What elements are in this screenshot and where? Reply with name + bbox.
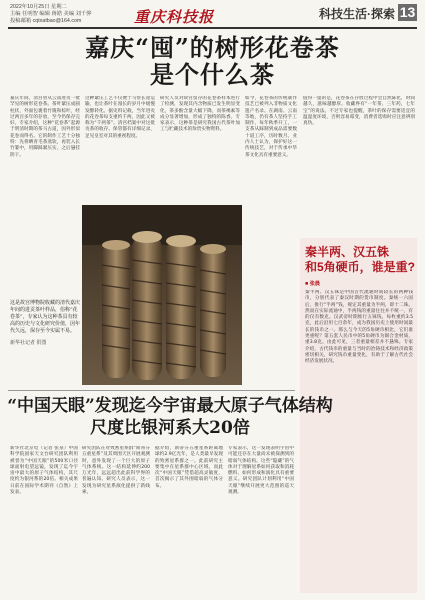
submission-email: 投稿邮箱 cqtxatbao@164.com bbox=[10, 18, 82, 24]
article1-column-3: 研究人员对故宫留存的花卷茶样本进行了检测，发现其内含物质已发生明显变化，茶多酚含量大幅下降，而茶褐素等成分显著增加，形成了独特的陈香。专家表示，这种茶是研究我国古代茶叶加工与贮藏技术的珍贵实物资料。 bbox=[160, 96, 240, 133]
article2-headline-line1: “中国天眼”发现迄今宇宙最大原子气体结构 bbox=[7, 396, 333, 416]
publication-date: 2022年10月25日 星期二 bbox=[10, 4, 67, 10]
article-divider bbox=[8, 390, 295, 391]
newspaper-logo: 重庆科技报 bbox=[134, 8, 215, 26]
article2-column-2: 研究团队在对致密星系群“斯蒂芬五重星系”及其周围天区开展观测时，意外发现了一个巨大的原子气体系统。这一结构延伸约200万光年，远远超出此前科学界的普遍认知。研究人员表示，这一发现为研究星系演化提供了新线索。 bbox=[82, 446, 150, 496]
article1-headline-line2: 是个什么茶 bbox=[150, 60, 275, 89]
masthead-rule bbox=[8, 27, 417, 29]
sidebar-title-line1: 秦半两、汉五铢 bbox=[305, 245, 390, 259]
section-title: 科技生活·探索 bbox=[319, 7, 395, 21]
article2-column-1: 新华社北京电（记者 张泉）中国科学院国家天文台研究团队利用被誉为“中国天眼”的500米口径球面射电望远镜，发现了迄今宇宙中最大的原子气体结构，其尺度约为银河系的20倍。相关成果日前在国际学术期刊《自然》上发表。 bbox=[10, 446, 78, 496]
editor-credits: 主编 任明智 编辑 蒋皓 美编 刘千骅 bbox=[10, 11, 92, 17]
page-number: 13 bbox=[399, 4, 416, 20]
article1-column-1: 嘉庆年间，清宫曾从云南进贡一批罕见的树形花卷茶。茶叶紧压成圆柱状，外面包裹着竹篾和棕叶，经过两百多年的存放，至今仍保存完好。专家介绍，这种“花卷茶”起源于明清时期的茶马古道，因外形似花卷而得名。它的制作工艺十分独特：先将晒青毛茶蒸软，再装入长竹篓中，用脚踩紧压实，之后悬挂阴干。 bbox=[10, 96, 80, 158]
sidebar-title-line2: 和5角硬币，谁是重? bbox=[305, 260, 416, 274]
photo-caption bbox=[10, 300, 80, 346]
caption-text: 这是故宫博物院收藏的清代嘉庆年间的进贡茶叶样品，俗称“花卷茶”，专家认为这种茶具有较高的历史与文化研究价值，因年代久远，保存至今实属不易。 bbox=[10, 300, 81, 334]
article1-headline-line1: 嘉庆“囤”的树形花卷茶 bbox=[85, 33, 340, 62]
article2-headline-line2: 尺度比银河系大20倍 bbox=[90, 418, 250, 438]
article1-column-5: 值得一提的是，花卷茶在存放过程中会自然陈化，时间越久，滋味越醇厚。收藏界有“一年茶，三年药，七年宝”的说法。不过专家也提醒，茶叶的保存需要适宜的温湿度环境，否则容易霉变，消费者选购时应注意辨别真伪。 bbox=[303, 96, 415, 127]
article2-column-4: 专家表示，这一发现表明宇宙中可能还存在大量尚未被探测到的暗弱气体结构。这些“隐藏”的气体对于理解星系如何获取和消耗燃料、如何形成和演化具有重要意义。研究团队计划利用“中国天眼”继续开展更大范围的巡天观测。 bbox=[228, 446, 294, 496]
masthead-meta bbox=[10, 4, 92, 25]
sidebar-byline: ■ 张晨 bbox=[305, 281, 320, 287]
article2-column-3: 据介绍，斯蒂芬五重星系距离地球约2.9亿光年，是人类最早发现的致密星系群之一。此前研究主要集中在星系群中心区域，而此次“中国天眼”凭借超高灵敏度，首次揭示了其外围暗弱的气体分布。 bbox=[155, 446, 223, 489]
caption-credit: 新华社记者 供图 bbox=[10, 340, 47, 346]
tea-photo bbox=[82, 205, 242, 385]
sidebar-body: 秦半两、汉五铢是中国古代流通时间较长的两种钱币，分别代表了秦汉时期的货币制度。秦统一六国后，推行“半两”钱，规定其重量为半两，即十二铢。然而在实际流通中，半两钱的重量往往并不统一，有的仅有数克。汉武帝时期推行五铢钱，每枚重约3.5克，此后沿用七百余年，成为我国历史上使用时间最长的钱币之一。那么与今天的5角硬币相比，它们谁更重呢？第五套人民币中的5角硬币为铜合金材质，重3.8克。由此可见，三者重量相差并不悬殊。专家介绍，古代钱币的重量与当时的冶铸技术和经济政策密切相关，研究钱币重量变化，有助于了解古代社会经济发展状况。 bbox=[305, 290, 413, 365]
article1-column-2: 这种紧压工艺不仅便于马帮长途运输，也让茶叶在漫长的岁月中缓慢发酵转化。据史料记载，当年进贡的花卷茶每支重约千两，因此又被称为“千两茶”。清宫档案中对这批贡茶的收存、保管都有详细记录，足见皇室对其的重视程度。 bbox=[85, 96, 155, 139]
article1-column-4: 如今，花卷茶的传统制作技艺已被列入非物质文化遗产名录。在湖南、云南等地，仍有茶人坚持手工制作，每年秋季开工，一支茶从踩制到成品需要数十道工序，历时数月。业内人士认为，保护好这一传统技艺，对于传承中华茶文化具有重要意义。 bbox=[245, 96, 297, 158]
sidebar-title bbox=[305, 245, 415, 275]
